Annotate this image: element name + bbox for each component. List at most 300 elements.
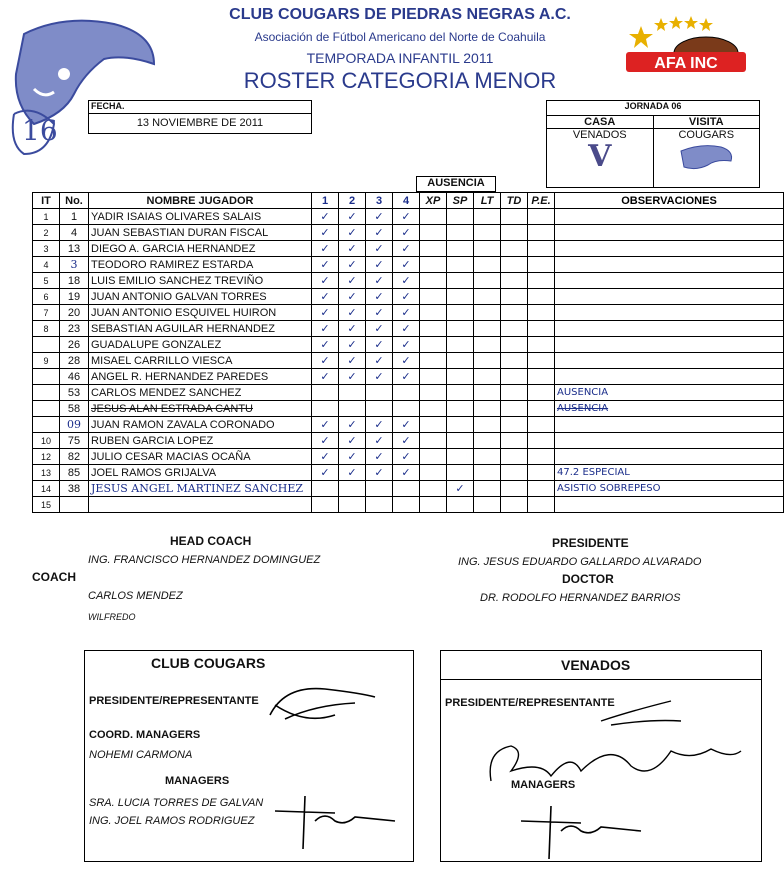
row-pe (528, 353, 555, 369)
row-player-name: JUAN SEBASTIAN DURAN FISCAL (89, 225, 312, 241)
svg-text:AFA INC: AFA INC (654, 55, 718, 72)
row-number: 53 (60, 385, 89, 401)
col-q3: 3 (366, 193, 393, 209)
row-quarter-check: ✓ (366, 353, 393, 369)
row-it: 2 (33, 225, 60, 241)
season-title: TEMPORADA INFANTIL 2011 (306, 50, 494, 66)
row-quarter-check: ✓ (312, 273, 339, 289)
col-no: No. (60, 193, 89, 209)
row-td (501, 433, 528, 449)
row-sp (447, 497, 474, 513)
col-pe: P.E. (528, 193, 555, 209)
row-quarter-check: ✓ (366, 433, 393, 449)
head-coach-label: HEAD COACH (170, 534, 252, 548)
row-quarter-check: ✓ (339, 241, 366, 257)
row-observaciones (555, 305, 784, 321)
table-row (33, 417, 784, 433)
row-player-name: JULIO CESAR MACIAS OCAÑA (89, 449, 312, 465)
row-xp (420, 481, 447, 497)
row-quarter-check: ✓ (393, 449, 420, 465)
row-player-name: GUADALUPE GONZALEZ (89, 337, 312, 353)
row-pe (528, 225, 555, 241)
row-quarter-check: ✓ (366, 369, 393, 385)
row-quarter-check (339, 385, 366, 401)
row-quarter-check: ✓ (312, 417, 339, 433)
row-lt (474, 369, 501, 385)
row-pe (528, 305, 555, 321)
row-quarter-check (393, 385, 420, 401)
row-td (501, 465, 528, 481)
left-managers-signature (265, 791, 405, 851)
row-xp (420, 417, 447, 433)
row-player-name: JUAN ANTONIO GALVAN TORRES (89, 289, 312, 305)
row-quarter-check: ✓ (339, 273, 366, 289)
row-quarter-check: ✓ (339, 321, 366, 337)
row-quarter-check: ✓ (393, 337, 420, 353)
row-observaciones (555, 257, 784, 273)
row-quarter-check: ✓ (312, 209, 339, 225)
row-quarter-check: ✓ (339, 433, 366, 449)
row-player-name: TEODORO RAMIREZ ESTARDA (89, 257, 312, 273)
table-row (33, 433, 784, 449)
row-pe (528, 289, 555, 305)
row-lt (474, 321, 501, 337)
row-td (501, 385, 528, 401)
date-label: FECHA. (89, 101, 311, 114)
row-xp (420, 497, 447, 513)
col-q2: 2 (339, 193, 366, 209)
row-number: 46 (60, 369, 89, 385)
date-box (88, 100, 312, 134)
row-quarter-check: ✓ (339, 353, 366, 369)
home-team-cell (547, 116, 654, 188)
row-quarter-check: ✓ (312, 321, 339, 337)
table-row (33, 209, 784, 225)
table-row (33, 321, 784, 337)
row-quarter-check: ✓ (393, 225, 420, 241)
row-lt (474, 289, 501, 305)
row-quarter-check: ✓ (312, 225, 339, 241)
row-sp (447, 369, 474, 385)
doctor-name: DR. RODOLFO HERNANDEZ BARRIOS (480, 592, 681, 604)
row-pe (528, 465, 555, 481)
row-quarter-check (366, 481, 393, 497)
row-xp (420, 225, 447, 241)
col-q4: 4 (393, 193, 420, 209)
row-sp (447, 289, 474, 305)
row-quarter-check: ✓ (366, 241, 393, 257)
right-president-signature (591, 691, 691, 731)
row-quarter-check: ✓ (339, 289, 366, 305)
row-observaciones (555, 273, 784, 289)
row-it: 12 (33, 449, 60, 465)
row-quarter-check (339, 481, 366, 497)
home-label: CASA (547, 116, 653, 129)
row-sp (447, 337, 474, 353)
coord-managers-label: COORD. MANAGERS (89, 729, 201, 741)
row-xp (420, 209, 447, 225)
roster-table (32, 192, 784, 513)
table-row (33, 257, 784, 273)
row-pe (528, 337, 555, 353)
row-quarter-check (312, 497, 339, 513)
row-quarter-check: ✓ (393, 369, 420, 385)
row-it: 10 (33, 433, 60, 449)
row-number: 13 (60, 241, 89, 257)
row-quarter-check: ✓ (339, 417, 366, 433)
row-lt (474, 401, 501, 417)
row-number: 23 (60, 321, 89, 337)
row-observaciones: 47.2 ESPECIAL (555, 465, 784, 481)
row-observaciones (555, 289, 784, 305)
row-td (501, 337, 528, 353)
row-xp (420, 305, 447, 321)
row-xp (420, 449, 447, 465)
roster-title: ROSTER CATEGORIA MENOR (243, 68, 557, 93)
row-td (501, 273, 528, 289)
row-quarter-check (366, 385, 393, 401)
row-sp (447, 465, 474, 481)
row-it (33, 337, 60, 353)
row-lt (474, 433, 501, 449)
row-lt (474, 225, 501, 241)
row-player-name: JOEL RAMOS GRIJALVA (89, 465, 312, 481)
row-quarter-check: ✓ (366, 465, 393, 481)
row-player-name: SEBASTIAN AGUILAR HERNANDEZ (89, 321, 312, 337)
row-number (60, 497, 89, 513)
row-td (501, 225, 528, 241)
row-quarter-check: ✓ (366, 449, 393, 465)
row-quarter-check: ✓ (366, 417, 393, 433)
row-observaciones (555, 433, 784, 449)
row-quarter-check: ✓ (393, 433, 420, 449)
away-team: COUGARS (678, 129, 735, 141)
roster-header-row (33, 193, 784, 209)
row-observaciones (555, 321, 784, 337)
row-it: 7 (33, 305, 60, 321)
row-pe (528, 385, 555, 401)
row-lt (474, 465, 501, 481)
date-value: 13 NOVIEMBRE DE 2011 (136, 117, 264, 129)
row-observaciones: ASISTIO SOBREPESO (555, 481, 784, 497)
row-lt (474, 353, 501, 369)
row-sp (447, 209, 474, 225)
president-label: PRESIDENTE (552, 536, 629, 550)
row-lt (474, 497, 501, 513)
left-managers-label: MANAGERS (165, 775, 230, 787)
roster-body (33, 209, 784, 513)
row-it (33, 369, 60, 385)
row-quarter-check: ✓ (393, 289, 420, 305)
row-quarter-check: ✓ (393, 257, 420, 273)
row-observaciones (555, 353, 784, 369)
table-row (33, 449, 784, 465)
row-quarter-check (339, 497, 366, 513)
row-lt (474, 481, 501, 497)
cougars-small-logo (676, 141, 736, 173)
jornada-label: JORNADA 06 (547, 101, 759, 116)
row-quarter-check: ✓ (312, 337, 339, 353)
right-managers-label: MANAGERS (511, 779, 576, 791)
row-lt (474, 385, 501, 401)
left-president-signature (265, 675, 385, 731)
row-observaciones (555, 225, 784, 241)
row-quarter-check: ✓ (366, 305, 393, 321)
row-quarter-check (339, 401, 366, 417)
row-pe (528, 401, 555, 417)
row-quarter-check: ✓ (393, 417, 420, 433)
row-pe (528, 433, 555, 449)
row-sp (447, 225, 474, 241)
row-xp (420, 273, 447, 289)
row-sp (447, 433, 474, 449)
row-xp (420, 369, 447, 385)
right-managers-signature-2 (511, 801, 651, 861)
away-team-cell (654, 116, 760, 188)
row-number: 20 (60, 305, 89, 321)
club-title: CLUB COUGARS DE PIEDRAS NEGRAS A.C. (229, 6, 571, 23)
row-player-name: YADIR ISAIAS OLIVARES SALAIS (89, 209, 312, 225)
row-number: 18 (60, 273, 89, 289)
row-td (501, 369, 528, 385)
row-player-name: RUBEN GARCIA LOPEZ (89, 433, 312, 449)
row-quarter-check: ✓ (339, 257, 366, 273)
row-it: 4 (33, 257, 60, 273)
row-td (501, 321, 528, 337)
row-quarter-check: ✓ (393, 321, 420, 337)
row-quarter-check: ✓ (393, 209, 420, 225)
manager1-name: SRA. LUCIA TORRES DE GALVAN (89, 797, 264, 809)
row-sp (447, 273, 474, 289)
row-quarter-check: ✓ (312, 369, 339, 385)
row-pe (528, 417, 555, 433)
row-quarter-check: ✓ (339, 449, 366, 465)
row-td (501, 289, 528, 305)
row-observaciones (555, 369, 784, 385)
row-it: 9 (33, 353, 60, 369)
row-xp (420, 353, 447, 369)
row-quarter-check (312, 481, 339, 497)
row-xp (420, 257, 447, 273)
row-td (501, 257, 528, 273)
row-td (501, 209, 528, 225)
row-td (501, 241, 528, 257)
row-td (501, 481, 528, 497)
row-player-name: DIEGO A. GARCIA HERNANDEZ (89, 241, 312, 257)
row-quarter-check (393, 481, 420, 497)
row-sp (447, 257, 474, 273)
coach-label: COACH (32, 570, 76, 584)
table-row (33, 273, 784, 289)
row-player-name: MISAEL CARRILLO VIESCA (89, 353, 312, 369)
col-lt: LT (474, 193, 501, 209)
col-it: IT (33, 193, 60, 209)
row-quarter-check: ✓ (312, 449, 339, 465)
col-sp: SP (447, 193, 474, 209)
row-number: 58 (60, 401, 89, 417)
table-row (33, 369, 784, 385)
row-number: 38 (60, 481, 89, 497)
row-it: 14 (33, 481, 60, 497)
table-row (33, 305, 784, 321)
right-managers-signature (481, 731, 751, 801)
row-quarter-check: ✓ (339, 465, 366, 481)
row-quarter-check: ✓ (366, 321, 393, 337)
row-observaciones (555, 497, 784, 513)
coach-name: CARLOS MENDEZ (88, 590, 183, 602)
row-lt (474, 209, 501, 225)
col-observaciones: OBSERVACIONES (555, 193, 784, 209)
row-quarter-check (393, 401, 420, 417)
row-quarter-check (312, 401, 339, 417)
row-quarter-check: ✓ (393, 305, 420, 321)
row-it: 1 (33, 209, 60, 225)
row-quarter-check: ✓ (312, 433, 339, 449)
row-lt (474, 417, 501, 433)
coord-managers-name: NOHEMI CARMONA (89, 749, 193, 761)
row-player-name: JESUS ANGEL MARTINEZ SANCHEZ (89, 481, 312, 497)
row-xp (420, 401, 447, 417)
table-row (33, 465, 784, 481)
left-rep-label: PRESIDENTE/REPRESENTANTE (89, 695, 259, 707)
row-observaciones (555, 417, 784, 433)
row-observaciones (555, 209, 784, 225)
row-player-name (89, 497, 312, 513)
row-pe (528, 497, 555, 513)
row-number: 82 (60, 449, 89, 465)
row-number: 1 (60, 209, 89, 225)
row-sp (447, 321, 474, 337)
row-sp (447, 353, 474, 369)
row-observaciones: AUSENCIA (555, 385, 784, 401)
row-number: 75 (60, 433, 89, 449)
row-number: 09 (60, 417, 89, 433)
row-quarter-check: ✓ (366, 225, 393, 241)
row-it (33, 385, 60, 401)
row-quarter-check: ✓ (312, 257, 339, 273)
row-player-name: JUAN RAMON ZAVALA CORONADO (89, 417, 312, 433)
row-observaciones (555, 241, 784, 257)
row-quarter-check (312, 385, 339, 401)
row-quarter-check: ✓ (393, 353, 420, 369)
coach2-name: WILFREDO (88, 612, 136, 622)
row-quarter-check: ✓ (312, 305, 339, 321)
row-quarter-check (366, 401, 393, 417)
club-cougars-panel (84, 650, 414, 862)
row-lt (474, 273, 501, 289)
row-td (501, 497, 528, 513)
president-name: ING. JESUS EDUARDO GALLARDO ALVARADO (458, 556, 702, 568)
row-pe (528, 321, 555, 337)
row-quarter-check: ✓ (339, 225, 366, 241)
col-td: TD (501, 193, 528, 209)
row-quarter-check: ✓ (393, 273, 420, 289)
row-td (501, 401, 528, 417)
table-row (33, 481, 784, 497)
col-name: NOMBRE JUGADOR (89, 193, 312, 209)
row-quarter-check: ✓ (339, 369, 366, 385)
table-row (33, 385, 784, 401)
row-xp (420, 465, 447, 481)
row-pe (528, 257, 555, 273)
row-sp (447, 449, 474, 465)
table-row (33, 289, 784, 305)
afa-logo (626, 8, 746, 78)
row-quarter-check: ✓ (393, 465, 420, 481)
row-player-name: LUIS EMILIO SANCHEZ TREVIÑO (89, 273, 312, 289)
row-lt (474, 305, 501, 321)
row-sp (447, 385, 474, 401)
row-number: 4 (60, 225, 89, 241)
row-xp (420, 321, 447, 337)
row-quarter-check: ✓ (312, 465, 339, 481)
row-quarter-check: ✓ (339, 209, 366, 225)
table-row (33, 241, 784, 257)
row-quarter-check: ✓ (366, 257, 393, 273)
row-it (33, 401, 60, 417)
row-it: 13 (33, 465, 60, 481)
row-quarter-check: ✓ (366, 337, 393, 353)
row-lt (474, 257, 501, 273)
row-quarter-check: ✓ (312, 289, 339, 305)
row-quarter-check (393, 497, 420, 513)
row-observaciones (555, 449, 784, 465)
row-pe (528, 273, 555, 289)
row-xp (420, 337, 447, 353)
row-quarter-check: ✓ (366, 273, 393, 289)
row-player-name: JESUS ALAN ESTRADA CANTU (89, 401, 312, 417)
row-td (501, 417, 528, 433)
row-td (501, 353, 528, 369)
row-sp (447, 417, 474, 433)
col-q1: 1 (312, 193, 339, 209)
row-quarter-check: ✓ (339, 305, 366, 321)
venados-title: VENADOS (561, 657, 631, 673)
row-sp (447, 305, 474, 321)
row-sp: ✓ (447, 481, 474, 497)
col-xp: XP (420, 193, 447, 209)
row-pe (528, 481, 555, 497)
row-observaciones (555, 337, 784, 353)
right-rep-label: PRESIDENTE/REPRESENTANTE (445, 697, 615, 709)
row-it: 5 (33, 273, 60, 289)
row-player-name: CARLOS MENDEZ SANCHEZ (89, 385, 312, 401)
row-quarter-check: ✓ (393, 241, 420, 257)
row-pe (528, 209, 555, 225)
row-number: 19 (60, 289, 89, 305)
row-number: 3 (60, 257, 89, 273)
row-it: 8 (33, 321, 60, 337)
row-quarter-check (366, 497, 393, 513)
venados-logo: V (588, 139, 612, 174)
table-row (33, 353, 784, 369)
table-row (33, 337, 784, 353)
row-pe (528, 241, 555, 257)
doctor-label: DOCTOR (562, 572, 614, 586)
row-sp (447, 401, 474, 417)
home-team: VENADOS (572, 129, 627, 141)
row-xp (420, 385, 447, 401)
row-td (501, 449, 528, 465)
row-player-name: ANGEL R. HERNANDEZ PAREDES (89, 369, 312, 385)
row-sp (447, 241, 474, 257)
row-pe (528, 369, 555, 385)
row-number: 85 (60, 465, 89, 481)
ausencia-label: AUSENCIA (416, 176, 496, 192)
matchup-box (546, 100, 760, 188)
row-quarter-check: ✓ (366, 289, 393, 305)
manager2-name: ING. JOEL RAMOS RODRIGUEZ (89, 815, 255, 827)
